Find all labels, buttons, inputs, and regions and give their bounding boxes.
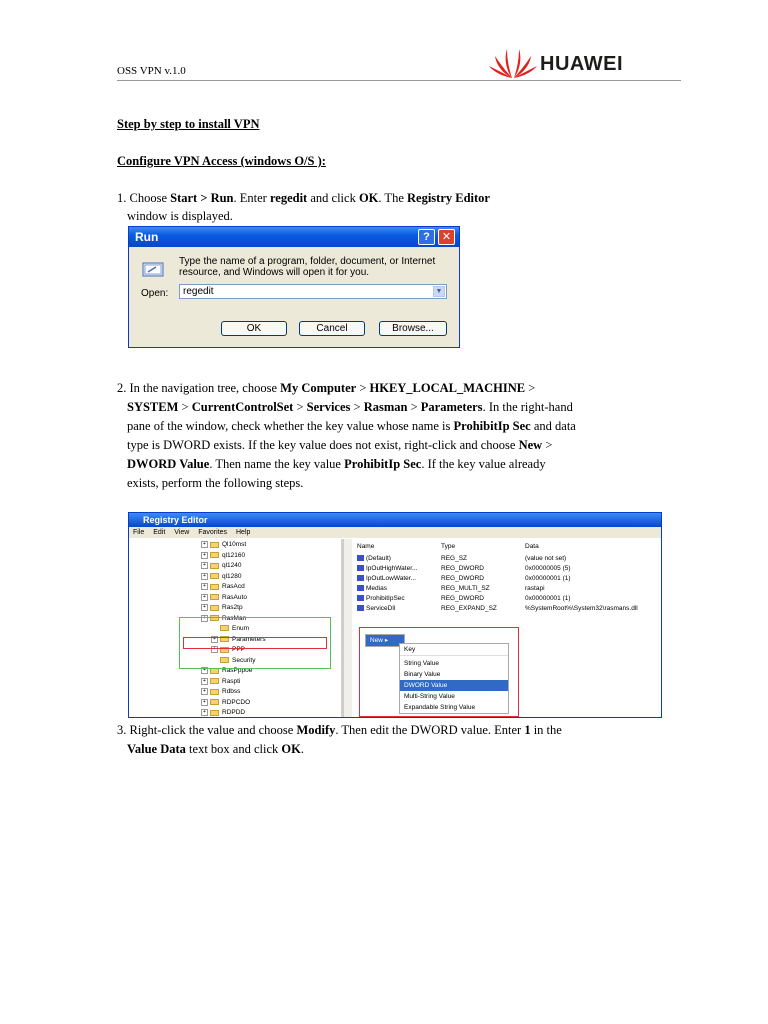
registry-cell-type: REG_DWORD — [441, 575, 484, 582]
menu-favorites[interactable]: Favorites — [198, 529, 228, 536]
step-2-text-line2: SYSTEM > CurrentControlSet > Services > Rasman > Parameters. In the right-hand — [127, 400, 573, 414]
tree-item-label: Raspti — [222, 677, 241, 685]
step-1-text: 1. Choose Start > Run. Enter regedit and click OK. The Registry Editor — [117, 191, 490, 205]
registry-value-icon — [357, 575, 364, 581]
registry-value-icon — [357, 595, 364, 601]
expand-icon[interactable]: + — [201, 688, 208, 695]
open-input[interactable] — [179, 284, 447, 299]
registry-cell-type: REG_MULTI_SZ — [441, 585, 490, 592]
tree-item[interactable] — [201, 573, 242, 581]
step-2-text-line6: exists, perform the following steps. — [127, 476, 304, 490]
registry-cell-name[interactable]: Medias — [357, 585, 387, 592]
run-dialog — [128, 226, 460, 348]
column-data[interactable]: Data — [525, 543, 539, 550]
tree-item-label: RasAuto — [222, 593, 247, 601]
menu-file[interactable]: File — [133, 529, 145, 536]
tree-item-label: ql12160 — [222, 551, 246, 559]
expand-icon[interactable]: + — [211, 636, 218, 643]
open-label: Open: — [141, 288, 169, 299]
run-description: Type the name of a program, folder, document, or Internet resource, and Windows will open it for you. — [179, 256, 436, 278]
open-input-value: regedit — [183, 286, 214, 297]
folder-icon — [210, 605, 219, 611]
context-menu-item[interactable]: Key — [400, 644, 508, 656]
registry-cell-data: rastapi — [525, 585, 545, 592]
tree-item[interactable] — [201, 604, 243, 612]
tree-item[interactable] — [201, 688, 240, 696]
tree-item-label: Security — [232, 656, 256, 664]
column-name[interactable]: Name — [357, 543, 375, 550]
tree-scrollbar[interactable] — [343, 539, 352, 718]
tree-item[interactable] — [201, 709, 245, 717]
close-button[interactable]: ✕ — [438, 229, 455, 245]
registry-editor-title: Registry Editor — [129, 513, 661, 527]
step-3-text: 3. Right-click the value and choose Modify. Then edit the DWORD value. Enter 1 in the — [117, 723, 562, 737]
new-submenu — [399, 643, 509, 714]
tree-item-label: Enum — [232, 625, 249, 632]
menu-view[interactable]: View — [174, 529, 190, 536]
tree-item[interactable] — [201, 699, 250, 707]
tree-item-label: ql1240 — [222, 562, 242, 570]
registry-cell-type: REG_DWORD — [441, 565, 484, 572]
context-menu-item[interactable]: Binary Value — [404, 671, 441, 678]
folder-icon — [210, 678, 219, 684]
registry-cell-type: REG_EXPAND_SZ — [441, 605, 497, 612]
expand-icon[interactable]: + — [201, 573, 208, 580]
tree-item[interactable] — [201, 552, 245, 560]
tree-item[interactable] — [201, 594, 247, 602]
tree-item-label: Parameters — [232, 635, 266, 643]
tree-item-label: RDPCDO — [222, 698, 251, 706]
heading-configure-vpn: Configure VPN Access (windows O/S ): — [117, 154, 326, 168]
expand-icon[interactable]: + — [201, 678, 208, 685]
step-2-text-line3: pane of the window, check whether the key value whose name is ProhibitIp Sec and data — [127, 419, 576, 433]
cancel-button[interactable]: Cancel — [299, 321, 365, 336]
expand-icon[interactable]: + — [201, 667, 208, 674]
tree-item[interactable] — [201, 678, 240, 686]
folder-icon — [210, 594, 219, 600]
expand-icon[interactable]: + — [201, 699, 208, 706]
tree-item-label: RasAcd — [222, 583, 245, 591]
expand-icon[interactable]: + — [201, 604, 208, 611]
tree-item-label: RasPppoe — [222, 667, 253, 675]
registry-values-pane — [353, 539, 662, 718]
tree-item-label: RDPDD — [222, 709, 246, 717]
folder-icon — [210, 563, 219, 569]
expand-icon[interactable]: + — [201, 552, 208, 559]
expand-icon[interactable]: + — [201, 615, 208, 622]
chevron-down-icon[interactable]: ▼ — [433, 286, 445, 297]
registry-cell-name[interactable]: ServiceDll — [357, 605, 395, 612]
step-2-text-line5: DWORD Value. Then name the key value ProhibitIp Sec. If the key value already — [127, 457, 546, 471]
expand-icon[interactable]: + — [201, 583, 208, 590]
tree-item-label: PPP — [232, 646, 246, 654]
folder-icon — [210, 552, 219, 558]
registry-value-icon — [357, 555, 364, 561]
context-menu-item[interactable]: String Value — [404, 660, 439, 667]
registry-cell-type: REG_SZ — [441, 555, 468, 562]
ok-button[interactable]: OK — [221, 321, 287, 336]
expand-icon[interactable]: + — [201, 562, 208, 569]
tree-item-label: RasMan — [222, 614, 247, 622]
tree-item-label: Ras2tp — [222, 604, 243, 612]
step-2-text: 2. In the navigation tree, choose My Computer > HKEY_LOCAL_MACHINE > — [117, 381, 536, 395]
registry-cell-data: 0x00000001 (1) — [525, 575, 571, 582]
registry-value-icon — [357, 605, 364, 611]
registry-cell-data: 0x00000001 (1) — [525, 595, 571, 602]
registry-cell-data: %SystemRoot%\System32\rasmans.dll — [525, 605, 638, 612]
expand-icon[interactable]: + — [201, 541, 208, 548]
folder-icon — [210, 699, 219, 705]
folder-icon — [210, 573, 219, 579]
registry-cell-data: 0x00000005 (5) — [525, 565, 571, 572]
tree-item-label: Rdbss — [222, 688, 241, 696]
registry-cell-name[interactable]: ProhibitIpSec — [357, 595, 405, 602]
menu-edit[interactable]: Edit — [153, 529, 166, 536]
registry-cell-type: REG_DWORD — [441, 595, 484, 602]
column-type[interactable]: Type — [441, 543, 456, 550]
step-2-text-line4: type is DWORD exists. If the key value does not exist, right-click and choose New > — [127, 438, 553, 452]
help-button[interactable]: ? — [418, 229, 435, 245]
huawei-wordmark: HUAWEI — [540, 53, 623, 75]
context-menu-item[interactable]: Multi-String Value — [404, 693, 455, 700]
context-menu-item[interactable]: DWORD Value — [400, 680, 508, 691]
browse-button[interactable]: Browse... — [379, 321, 447, 336]
folder-icon — [210, 689, 219, 695]
registry-cell-data: (value not set) — [525, 555, 567, 562]
registry-menu-bar — [129, 527, 661, 538]
registry-cell-name[interactable]: IpOutHighWater... — [357, 565, 417, 572]
registry-cell-name[interactable]: IpOutLowWater... — [357, 575, 416, 582]
highlight-parameters — [183, 637, 327, 649]
tree-item[interactable] — [201, 541, 246, 549]
header-rule — [117, 80, 681, 81]
folder-icon — [210, 710, 219, 716]
folder-icon — [210, 542, 219, 548]
run-program-icon — [141, 261, 167, 279]
tree-item[interactable] — [201, 583, 245, 591]
menu-help[interactable]: Help — [236, 529, 251, 536]
folder-icon — [210, 584, 219, 590]
expand-icon[interactable]: + — [201, 594, 208, 601]
registry-value-icon — [357, 565, 364, 571]
tree-item[interactable] — [201, 562, 242, 570]
heading-install-vpn: Step by step to install VPN — [117, 117, 260, 131]
expand-icon[interactable]: + — [211, 646, 218, 653]
run-dialog-title: Run — [129, 227, 459, 247]
registry-value-icon — [357, 585, 364, 591]
context-new[interactable]: New ▸ — [365, 634, 405, 647]
context-menu-item[interactable]: Expandable String Value — [404, 704, 476, 711]
expand-icon[interactable]: + — [201, 709, 208, 716]
step-3-text-line2: Value Data text box and click OK. — [127, 742, 304, 756]
tree-item-label: ql1280 — [222, 572, 242, 580]
tree-item-label: Ql10mst — [222, 541, 247, 549]
registry-cell-name[interactable]: (Default) — [357, 555, 391, 562]
document-header-title: OSS VPN v.1.0 — [117, 65, 186, 77]
step-1-text-cont: window is displayed. — [127, 209, 233, 223]
registry-editor-window — [128, 512, 662, 718]
